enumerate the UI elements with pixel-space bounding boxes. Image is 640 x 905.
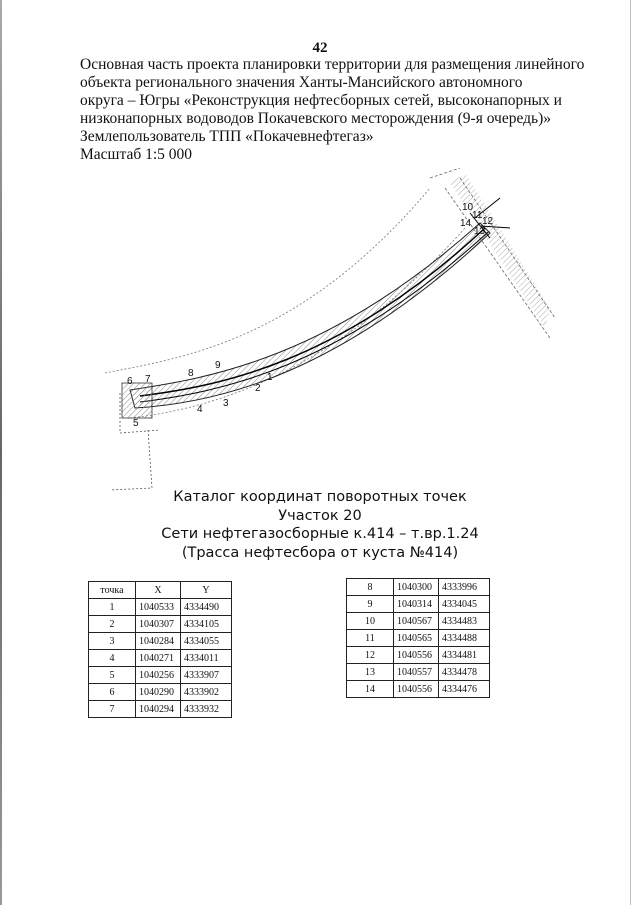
point-label-10: 10: [462, 202, 474, 213]
y-cell: 4334476: [439, 681, 490, 698]
catalog-network: Сети нефтегазосборные к.414 – т.вр.1.24: [161, 526, 479, 542]
point-cell: 8: [347, 579, 394, 596]
y-cell: 4334011: [181, 650, 232, 667]
x-cell: 1040557: [394, 664, 439, 681]
point-cell: 9: [347, 596, 394, 613]
land-user-line: Землепользователь ТПП «Покачевнефтегаз»: [80, 128, 374, 145]
x-cell: 1040290: [136, 684, 181, 701]
point-label-5: 5: [133, 418, 139, 429]
point-cell: 5: [89, 667, 136, 684]
table-row: [89, 701, 232, 718]
y-cell: 4334481: [439, 647, 490, 664]
header-text: [80, 56, 585, 164]
y-cell: 4334483: [439, 613, 490, 630]
header-line: низконапорных водоводов Покачевского месторождения (9-я очередь)»: [80, 110, 552, 127]
header-y: Y: [181, 582, 232, 599]
point-cell: 13: [347, 664, 394, 681]
x-cell: 1040314: [394, 596, 439, 613]
x-cell: 1040284: [136, 633, 181, 650]
point-label-6: 6: [127, 376, 133, 387]
table-row: [347, 579, 490, 596]
point-label-4: 4: [197, 404, 203, 415]
table-row: [347, 596, 490, 613]
table-row: [347, 681, 490, 698]
catalog-route: (Трасса нефтесбора от куста №414): [181, 544, 459, 561]
point-cell: 12: [347, 647, 394, 664]
y-cell: 4334055: [181, 633, 232, 650]
y-cell: 4333996: [439, 579, 490, 596]
table-row: [89, 599, 232, 616]
table-row: [347, 613, 490, 630]
catalog-section: Участок 20: [278, 507, 362, 524]
table-row: [347, 647, 490, 664]
header-point: точка: [89, 582, 136, 599]
point-label-9: 9: [215, 360, 221, 371]
route-map: [100, 168, 560, 498]
table-row: [89, 650, 232, 667]
header-x: X: [136, 582, 181, 599]
header-line: Основная часть проекта планировки территории для размещения линейного: [80, 56, 585, 73]
x-cell: 1040556: [394, 647, 439, 664]
scale-line: Масштаб 1:5 000: [80, 146, 193, 163]
y-cell: 4333902: [181, 684, 232, 701]
table-row: [89, 633, 232, 650]
point-cell: 2: [89, 616, 136, 633]
x-cell: 1040556: [394, 681, 439, 698]
point-label-12: 12: [482, 216, 494, 227]
catalog-heading: [0, 488, 640, 562]
y-cell: 4333932: [181, 701, 232, 718]
point-label-2: 2: [255, 383, 261, 394]
point-cell: 14: [347, 681, 394, 698]
point-cell: 10: [347, 613, 394, 630]
x-cell: 1040271: [136, 650, 181, 667]
point-cell: 3: [89, 633, 136, 650]
y-cell: 4333907: [181, 667, 232, 684]
x-cell: 1040256: [136, 667, 181, 684]
pipeline-corridor: [130, 223, 490, 408]
point-label-7: 7: [145, 374, 151, 385]
point-cell: 11: [347, 630, 394, 647]
y-cell: 4334478: [439, 664, 490, 681]
point-label-14: 14: [460, 218, 472, 229]
point-label-13: 13: [474, 226, 486, 237]
point-label-3: 3: [223, 398, 229, 409]
point-label-8: 8: [188, 368, 194, 379]
table-row: [89, 616, 232, 633]
point-label-11: 11: [472, 210, 483, 221]
x-cell: 1040307: [136, 616, 181, 633]
header-line: округа – Югры «Реконструкция нефтесборных сетей, высоконапорных и: [80, 92, 562, 109]
coordinates-table-left: [88, 581, 232, 718]
catalog-title: Каталог координат поворотных точек: [173, 489, 467, 505]
x-cell: 1040294: [136, 701, 181, 718]
table-header-row: [89, 582, 232, 599]
x-cell: 1040565: [394, 630, 439, 647]
table-row: [89, 684, 232, 701]
x-cell: 1040567: [394, 613, 439, 630]
page-number: 42: [312, 40, 328, 56]
y-cell: 4334488: [439, 630, 490, 647]
header-line: объекта регионального значения Ханты-Мансийского автономного: [80, 74, 523, 91]
table-row: [89, 667, 232, 684]
point-cell: 4: [89, 650, 136, 667]
y-cell: 4334490: [181, 599, 232, 616]
scan-right-edge: [630, 0, 631, 905]
x-cell: 1040533: [136, 599, 181, 616]
x-cell: 1040300: [394, 579, 439, 596]
boundary-line-upper: [105, 188, 430, 373]
point-cell: 1: [89, 599, 136, 616]
point-label-1: 1: [267, 372, 273, 383]
table-row: [347, 664, 490, 681]
point-cell: 7: [89, 701, 136, 718]
y-cell: 4334105: [181, 616, 232, 633]
point-cell: 6: [89, 684, 136, 701]
scan-left-edge: [0, 0, 2, 905]
coordinates-table-right: [346, 578, 490, 698]
left-structure: [122, 383, 152, 418]
table-row: [347, 630, 490, 647]
y-cell: 4334045: [439, 596, 490, 613]
